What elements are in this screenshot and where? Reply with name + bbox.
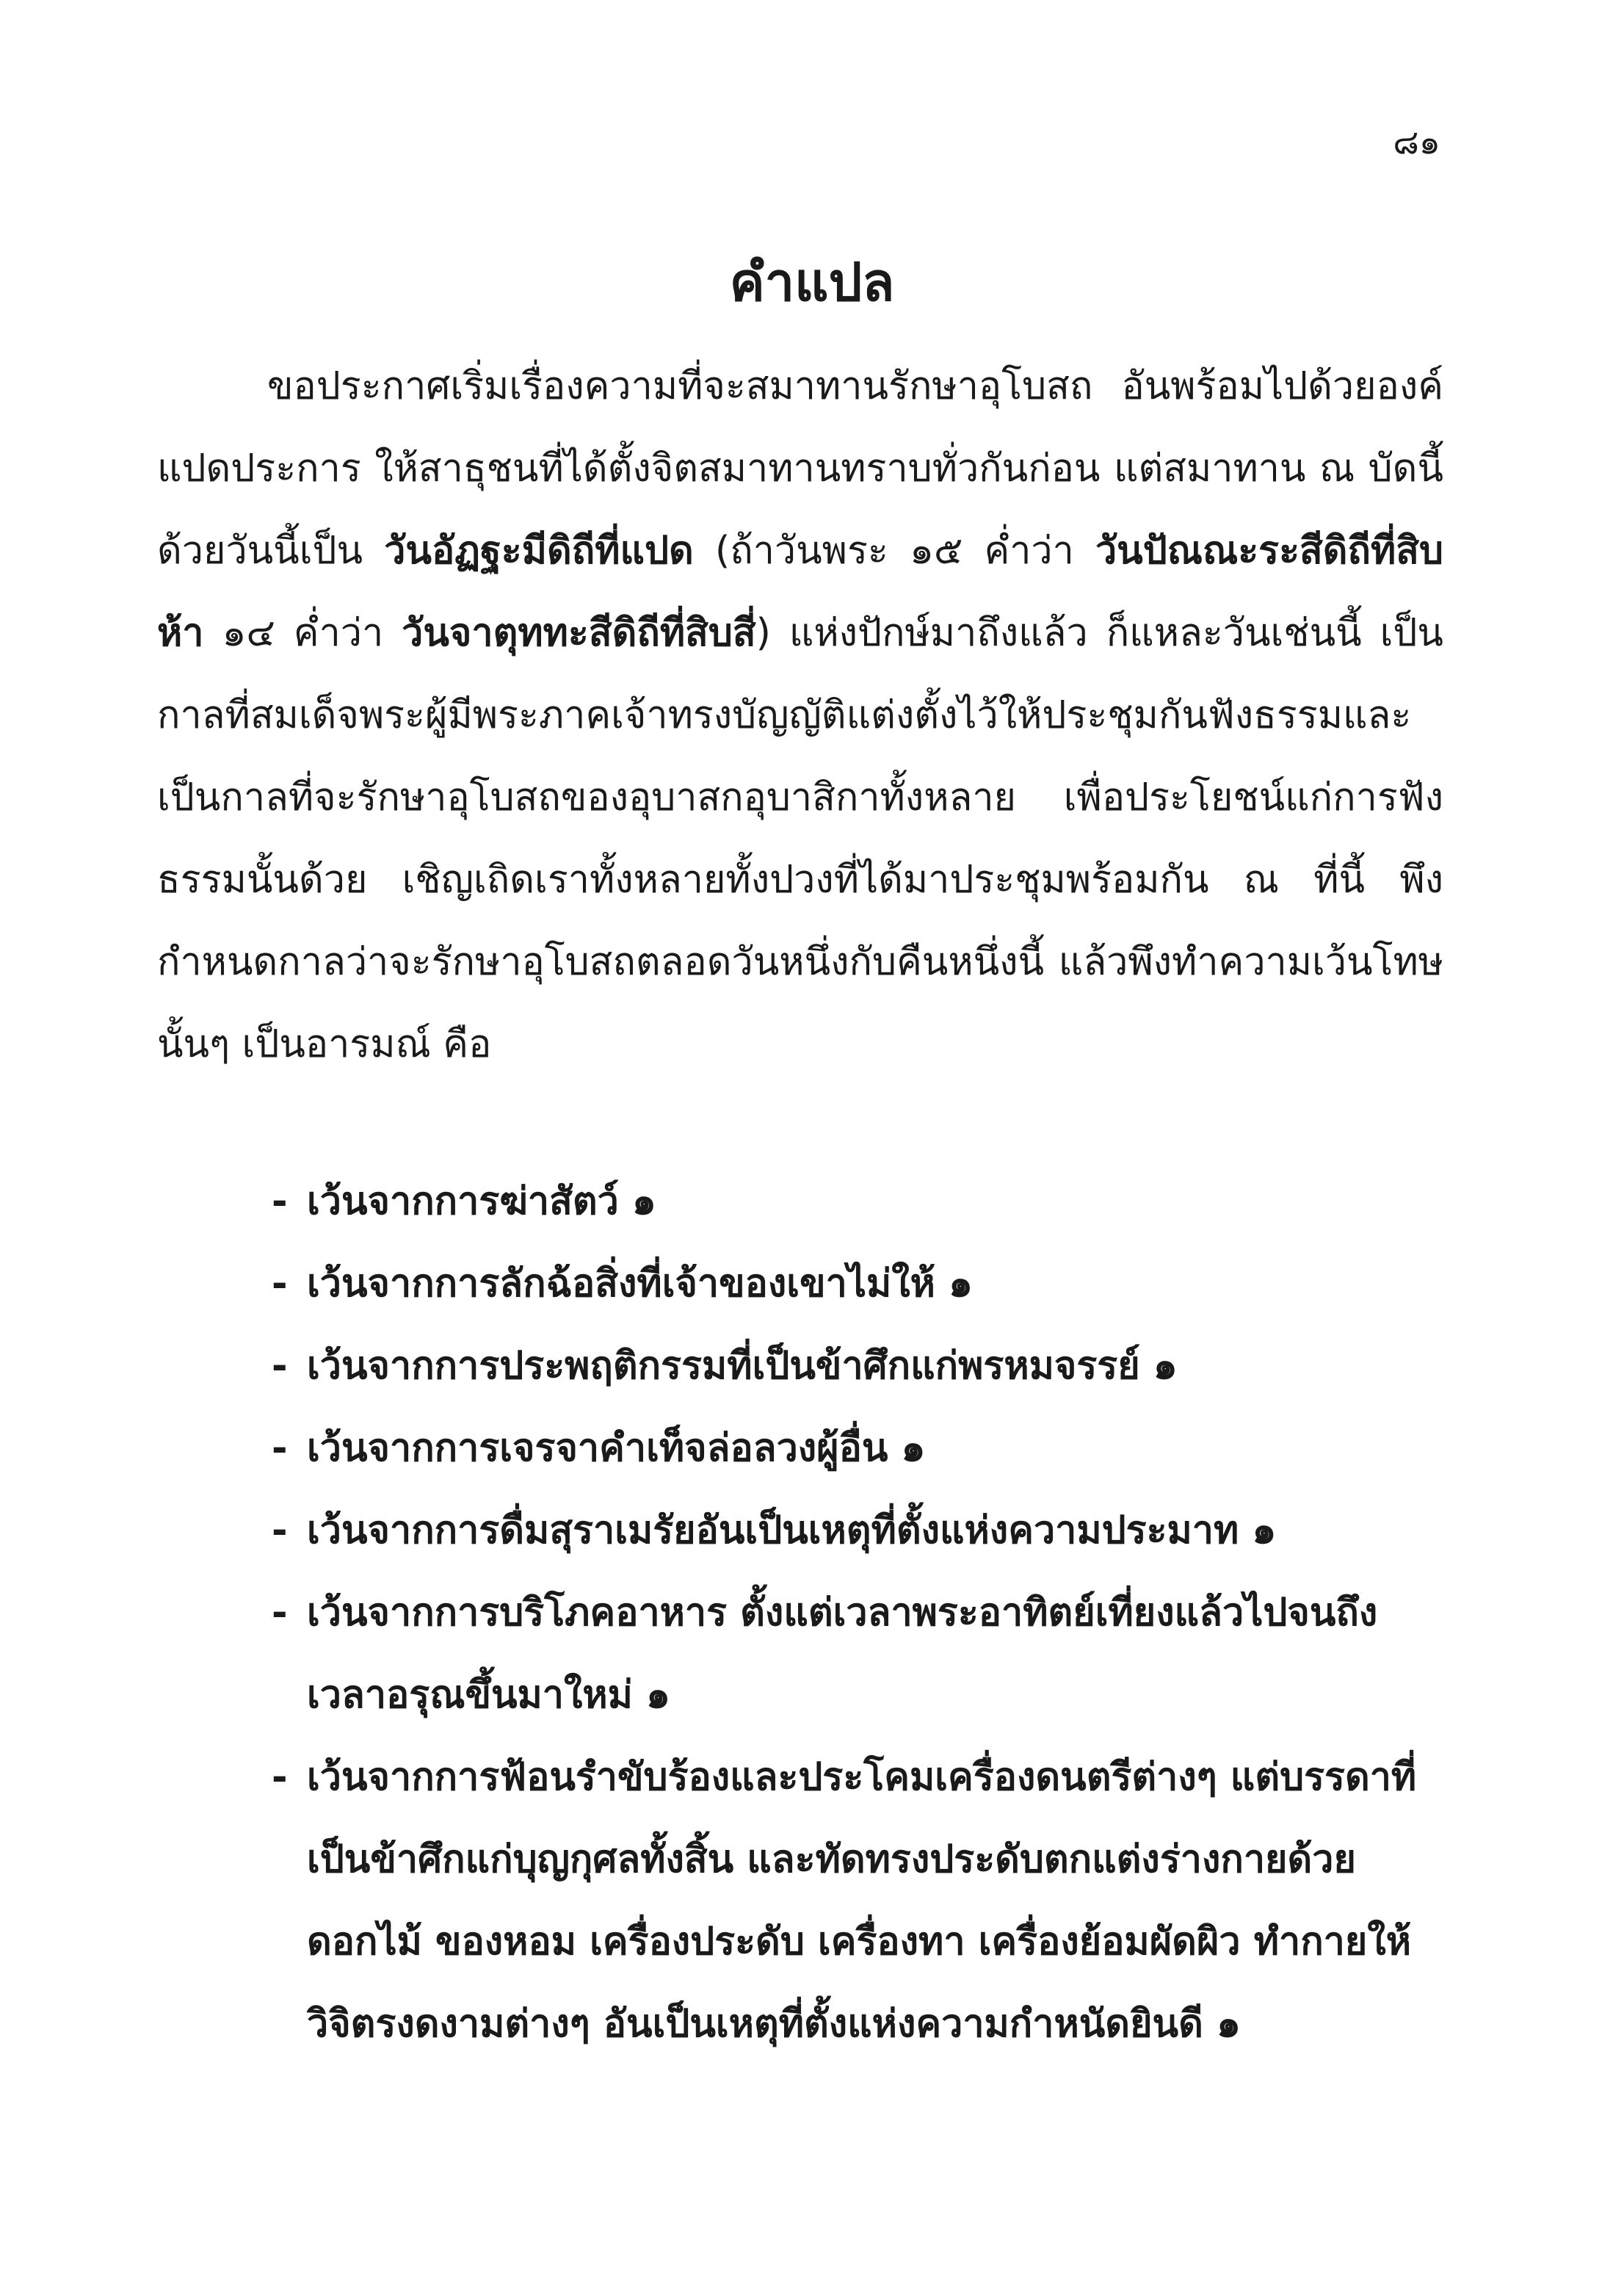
- precept-item: [272, 1572, 1432, 1736]
- precept-text: เว้นจากการประพฤติกรรมที่เป็นข้าศึกแก่พรหมจรรย์ ๑: [307, 1344, 1178, 1388]
- paragraph-text-1: ขอประกาศเริ่มเรื่องความที่จะสมาทานรักษาอุโบสถ อันพร้อมไปด้วยองค์แปดประการ ให้สาธุชนที่ได้ตั้งจิตสมาทานทราบทั่วกันก่อน แต่สมาทาน ณ บัดนี้ ด้วยวันนี้เป็น: [157, 364, 1443, 573]
- precept-item: [272, 1489, 1432, 1572]
- page-number: ๘๑: [1393, 122, 1440, 162]
- precept-text: เว้นจากการลักฉ้อสิ่งที่เจ้าของเขาไม่ให้ ๑: [307, 1262, 974, 1306]
- bold-term-eighth-day: วันอัฏฐะมีดิถีที่แปด: [384, 529, 694, 573]
- list-dash: -: [272, 1755, 288, 1799]
- bold-term-fourteenth-day: วันจาตุททะสีดิถีที่สิบสี่: [402, 611, 756, 655]
- precept-text: เว้นจากการฆ่าสัตว์ ๑: [307, 1179, 656, 1224]
- precept-text: เว้นจากการฟ้อนรำขับร้องและประโคมเครื่องดนตรีต่างๆ แต่บรรดาที่เป็นข้าศึกแก่บุญกุศลทั้งสิ้น และทัดทรงประดับตกแต่งร่างกายด้วยดอกไม้ ของหอม เครื่องประดับ เครื่องทา เครื่องย้อมผัดผิว ทำกายให้วิจิตรงดงามต่างๆ อันเป็นเหตุที่ตั้งแห่งความกำหนัดยินดี ๑: [307, 1755, 1417, 2046]
- paragraph-text-4: ) แห่งปักษ์มาถึงแล้ว ก็แหละวันเช่นนี้ เป็นกาลที่สมเด็จพระผู้มีพระภาคเจ้าทรงบัญญัติแต่งตั้งไว้ให้ประชุมกันฟังธรรมและเป็นกาลที่จะรักษาอุโบสถของอุบาสกอุบาสิกาทั้งหลาย เพื่อประโยชน์แก่การฟังธรรมนั้นด้วย เชิญเถิดเราทั้งหลายทั้งปวงที่ได้มาประชุมพร้อมกัน ณ ที่นี้ พึงกำหนดกาลว่าจะรักษาอุโบสถตลอดวันหนึ่งกับคืนหนึ่งนี้ แล้วพึงทำความเว้นโทษนั้นๆ เป็นอารมณ์ คือ: [157, 611, 1443, 1066]
- list-dash: -: [272, 1179, 288, 1224]
- paragraph-text-3: ๑๔ ค่ำว่า: [203, 611, 402, 655]
- precept-text: เว้นจากการบริโภคอาหาร ตั้งแต่เวลาพระอาทิตย์เที่ยงแล้วไปจนถึงเวลาอรุณขึ้นมาใหม่ ๑: [307, 1591, 1378, 1717]
- precept-item: [272, 1243, 1432, 1325]
- paragraph-text-2: (ถ้าวันพระ ๑๕ ค่ำว่า: [693, 529, 1095, 573]
- bold-term-fifteenth-day: วันปัณณะระสีดิถีที่สิบห้า: [157, 529, 1444, 655]
- precept-list: [272, 1160, 1432, 2065]
- list-dash: -: [272, 1344, 288, 1388]
- precept-item: [272, 1736, 1432, 2065]
- page-title: คำแปล: [729, 251, 895, 314]
- precept-text: เว้นจากการดื่มสุราเมรัยอันเป็นเหตุที่ตั้งแห่งความประมาท ๑: [307, 1508, 1277, 1553]
- precept-text: เว้นจากการเจรจาคำเท็จล่อลวงผู้อื่น ๑: [307, 1426, 926, 1470]
- list-dash: -: [272, 1426, 288, 1470]
- list-dash: -: [272, 1508, 288, 1553]
- precept-item: [272, 1325, 1432, 1407]
- list-dash: -: [272, 1262, 288, 1306]
- body-paragraph: [157, 345, 1443, 1085]
- precept-item: [272, 1160, 1432, 1243]
- precept-item: [272, 1407, 1432, 1489]
- list-dash: -: [272, 1591, 288, 1635]
